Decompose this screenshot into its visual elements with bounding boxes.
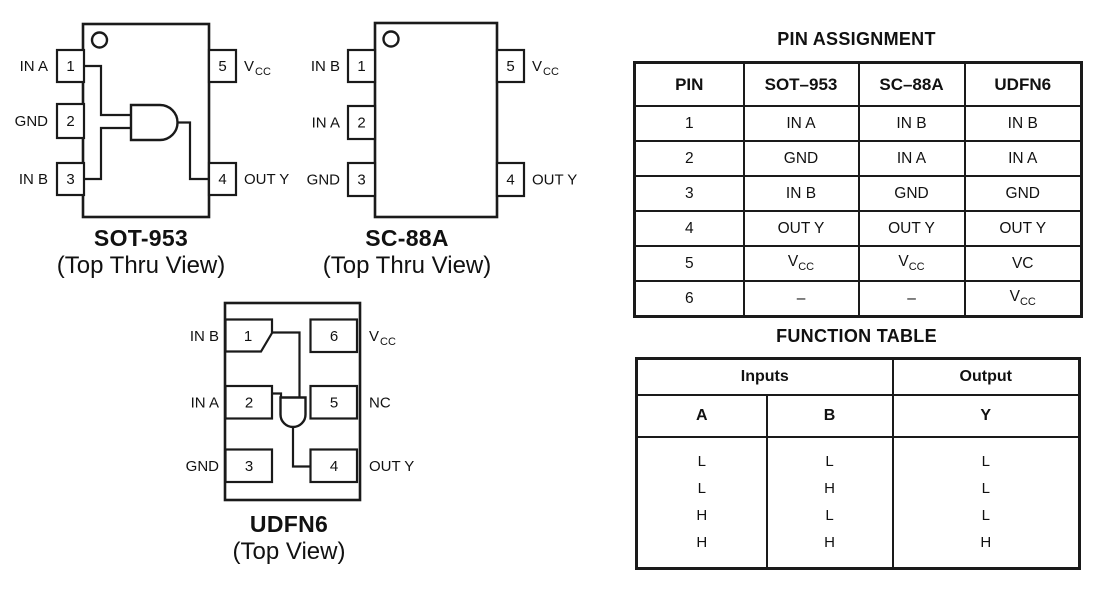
pin-table-cell: GND	[744, 141, 859, 176]
package-name: SC-88A	[365, 225, 449, 251]
function-table-values-cell	[767, 437, 893, 569]
sot953-pin2-number: 2	[66, 113, 75, 130]
vcc-label-subscript: CC	[1019, 296, 1036, 309]
pin-table-cell	[859, 246, 965, 281]
pin-table-cell: IN B	[965, 106, 1082, 141]
pin-table-row	[635, 281, 1082, 317]
udfn6-pin4-label: OUT Y	[369, 458, 415, 475]
function-table-inputs-header: Inputs	[637, 359, 893, 396]
function-table-value: H	[824, 534, 835, 551]
pin-table-cell: OUT Y	[965, 211, 1082, 246]
function-table-output-header: Output	[893, 359, 1080, 396]
pin-table-cell: –	[744, 281, 859, 317]
package-name: UDFN6	[249, 511, 329, 537]
pin-table-header-cell: PIN	[635, 63, 744, 107]
udfn6-pin1-label: IN B	[189, 328, 219, 345]
sc88a-pin4-number: 4	[506, 171, 515, 189]
pin-table-cell: IN B	[859, 106, 965, 141]
pin-table-cell: –	[859, 281, 965, 317]
function-table-value: L	[981, 480, 990, 497]
sot953-diagram	[15, 24, 290, 217]
package-view-note: (Top View)	[232, 538, 346, 565]
udfn6-pin4-number: 4	[329, 458, 339, 475]
pin-table-row	[635, 106, 1082, 141]
function-table-column-row	[637, 395, 1080, 437]
package-view-note: (Top Thru View)	[322, 252, 492, 279]
sc88a-pin5-label-sub: CC	[543, 66, 559, 78]
udfn6-diagram	[186, 303, 415, 500]
sot953-caption	[10, 225, 272, 280]
sc88a-caption	[276, 225, 538, 280]
function-table-title: FUNCTION TABLE	[776, 326, 937, 346]
vcc-label-main: V	[787, 253, 799, 271]
sc88a-pin1-number: 1	[357, 58, 366, 75]
pin-table-cell: IN A	[859, 141, 965, 176]
udfn6-pin6-label-sub: CC	[380, 336, 396, 348]
sc88a-pin1-label: IN B	[310, 58, 340, 75]
sot953-pin1-number: 1	[66, 58, 75, 75]
pin-table-header-row	[635, 63, 1082, 107]
pin-table-cell: 1	[635, 106, 744, 141]
pin-table-cell: VC	[965, 246, 1082, 281]
pin-assignment-title: PIN ASSIGNMENT	[777, 29, 936, 49]
sc88a-pin2-number: 2	[357, 114, 366, 132]
vcc-label-subscript: CC	[798, 261, 815, 274]
sot953-pin4-number: 4	[218, 171, 227, 188]
pin-table-head	[635, 63, 1082, 107]
pin-table-cell: 2	[635, 141, 744, 176]
vcc-label-main: V	[1009, 288, 1020, 306]
udfn6-pin6-label: V	[369, 328, 380, 345]
function-table-value: L	[697, 480, 706, 497]
pin-table-header-cell: SC–88A	[859, 63, 965, 107]
function-table-column-header: A	[637, 395, 767, 437]
udfn6-pin5-number: 5	[329, 394, 339, 412]
function-table-values-cell	[893, 437, 1080, 569]
pin-table-cell: OUT Y	[859, 211, 965, 246]
vcc-label-subscript: CC	[908, 261, 925, 274]
sot953-pin1-label: IN A	[19, 58, 48, 75]
function-table	[635, 357, 1081, 570]
pin-assignment-table	[633, 61, 1083, 318]
sot953-pin4-label: OUT Y	[244, 171, 290, 188]
udfn6-pin3-number: 3	[244, 458, 254, 475]
pin-table-row	[635, 211, 1082, 246]
udfn6-pin2-number: 2	[244, 394, 254, 412]
pin-table-cell: 3	[635, 176, 744, 211]
package-name: SOT-953	[93, 225, 189, 251]
udfn6-and-gate-icon	[281, 398, 306, 428]
function-table-column-header: Y	[893, 395, 1080, 437]
function-table-value: L	[981, 453, 990, 470]
sc88a-body	[375, 23, 497, 217]
pin-table-row	[635, 176, 1082, 211]
function-table-value: H	[824, 480, 835, 497]
udfn6-pin2-label: IN A	[190, 394, 219, 412]
pin-table-cell: GND	[965, 176, 1082, 211]
vcc-label-main: V	[898, 253, 909, 271]
pin-table-header-cell: SOT–953	[744, 63, 859, 107]
pin-table-cell: 5	[635, 246, 744, 281]
udfn6-pin6-number: 6	[329, 328, 339, 345]
udfn6-pin5-label: NC	[369, 394, 391, 412]
pin-table-header-cell: UDFN6	[965, 63, 1082, 107]
sot953-pin3-label: IN B	[18, 171, 48, 188]
pin-table-row	[635, 141, 1082, 176]
sc88a-pin2-label: IN A	[311, 114, 340, 132]
function-table-value: H	[980, 534, 992, 551]
function-table-head	[637, 359, 1080, 438]
sot953-pin2-label: GND	[14, 113, 48, 130]
pin-table-cell: 6	[635, 281, 744, 317]
pin-table-row	[635, 246, 1082, 281]
pin-table-cell: IN A	[744, 106, 859, 141]
sot953-pin3-number: 3	[66, 171, 75, 188]
sc88a-diagram	[307, 23, 578, 217]
sot953-pin5-label-sub: CC	[255, 66, 271, 78]
pin-table-cell: GND	[859, 176, 965, 211]
sot953-and-gate-icon	[131, 105, 178, 140]
function-table-values-cell	[637, 437, 767, 569]
udfn6-pin1-number: 1	[243, 328, 253, 345]
function-table-values-row	[637, 437, 1080, 569]
function-table-column-header: B	[767, 395, 893, 437]
function-table-group-row	[637, 359, 1080, 396]
function-table-value: L	[825, 453, 834, 470]
pin-table-cell: IN B	[744, 176, 859, 211]
pin-table-cell	[965, 281, 1082, 317]
pin-table-cell: OUT Y	[744, 211, 859, 246]
pin-table-cell	[744, 246, 859, 281]
udfn6-caption	[158, 511, 420, 566]
udfn6-pin3-label: GND	[185, 458, 219, 475]
sot953-pin5-number: 5	[218, 58, 227, 75]
package-view-note: (Top Thru View)	[56, 252, 226, 279]
pin-table-cell: 4	[635, 211, 744, 246]
pin-table-cell: IN A	[965, 141, 1082, 176]
sc88a-pin5-number: 5	[506, 58, 515, 75]
sc88a-pin5-label: V	[532, 58, 543, 75]
sc88a-pin3-number: 3	[357, 171, 366, 189]
function-table-value: L	[697, 453, 706, 470]
sc88a-pin4-label: OUT Y	[532, 171, 578, 189]
function-table-value: L	[825, 507, 834, 524]
sot953-pin5-label: V	[244, 58, 255, 75]
function-table-value: H	[696, 534, 708, 551]
pin-table-body	[635, 106, 1082, 317]
function-table-value: H	[696, 507, 708, 524]
function-table-value: L	[981, 507, 990, 524]
sc88a-pin3-label: GND	[306, 171, 340, 189]
function-table-body	[637, 437, 1080, 569]
